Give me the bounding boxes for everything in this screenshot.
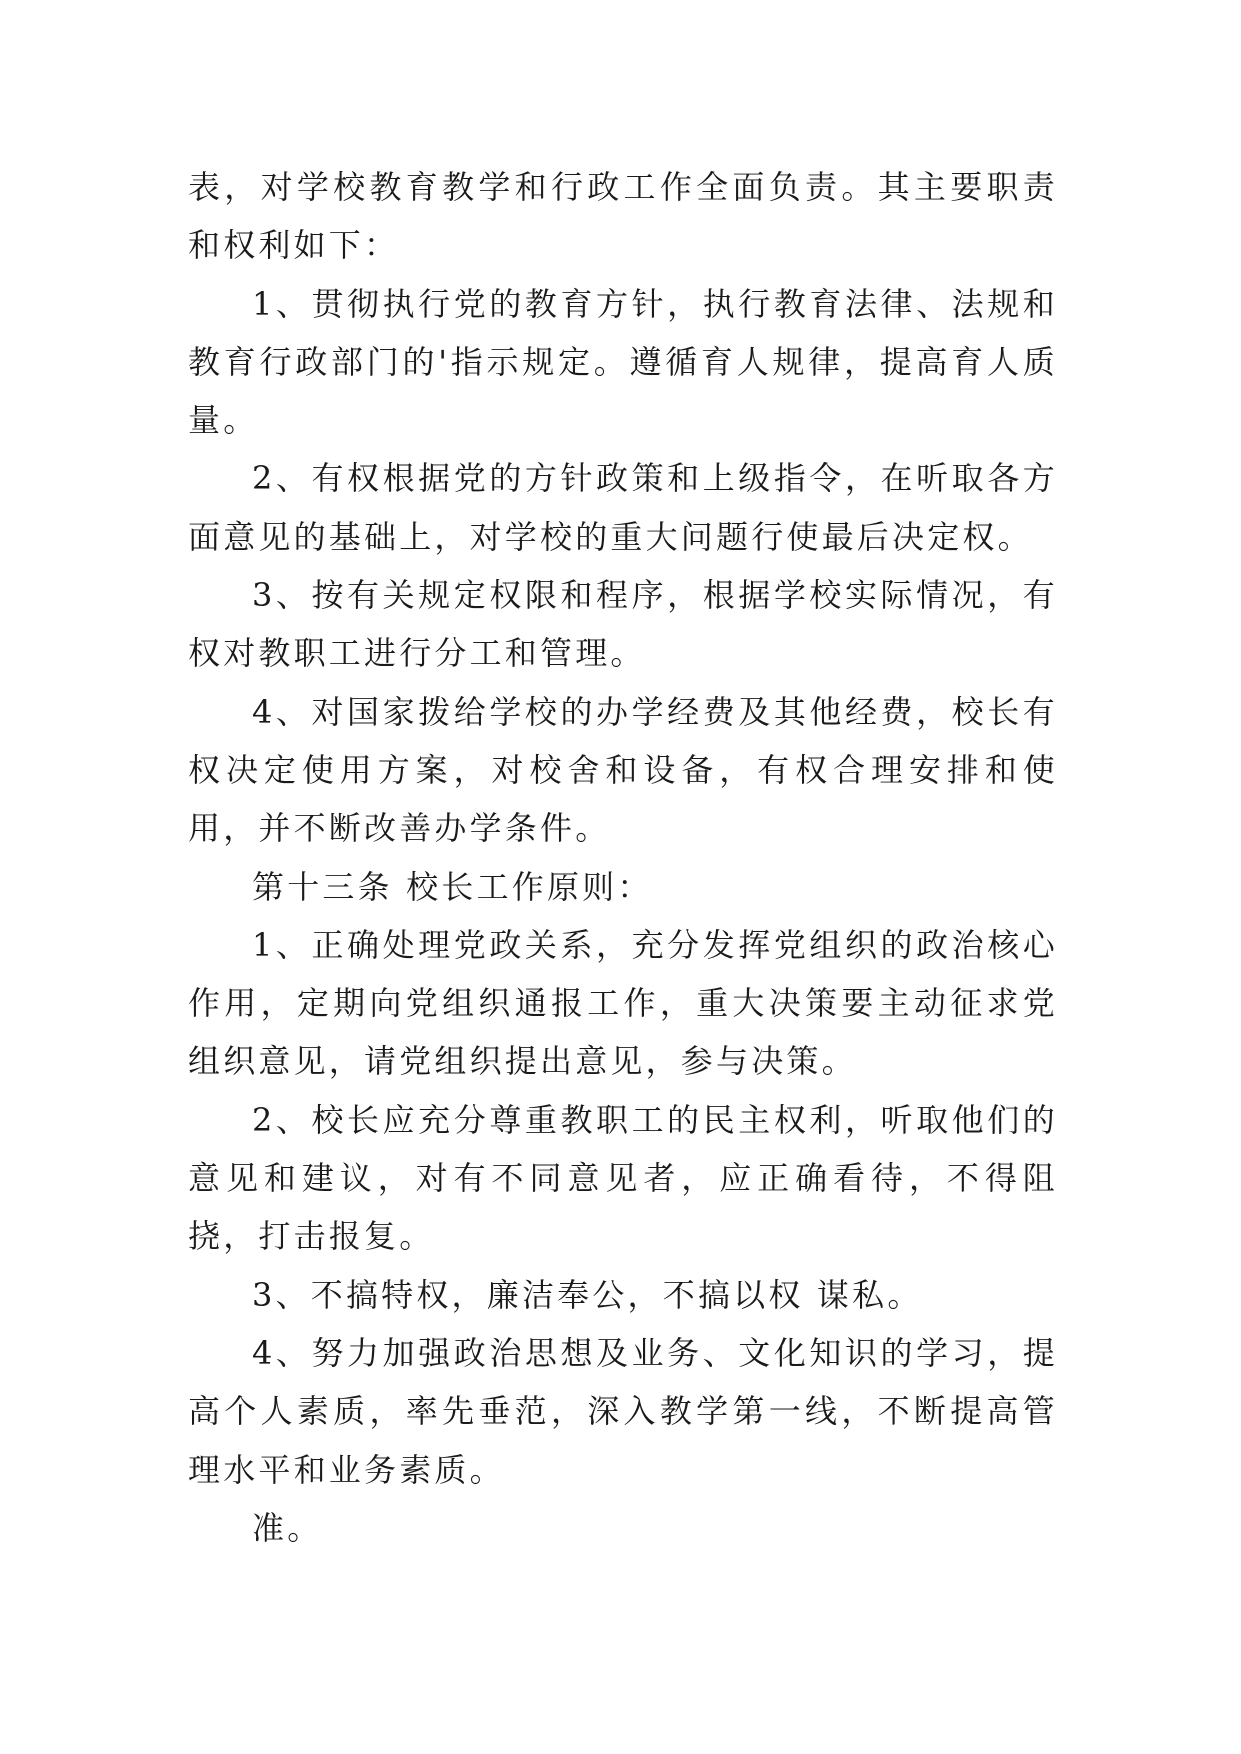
paragraph-principle-3: 3、不搞特权，廉洁奉公，不搞以权 谋私。 [252, 1275, 923, 1314]
document-body [188, 158, 1058, 1557]
paragraph-duty-1: 1、贯彻执行党的教育方针，执行教育法律、法规和教育行政部门的'指示规定。遵循育人规律，提高育人质量。 [188, 284, 1058, 440]
paragraph-continuation: 表，对学校教育教学和行政工作全面负责。其主要职责和权利如下： [188, 168, 1058, 265]
paragraph-trailing: 准。 [252, 1508, 323, 1547]
paragraph-principle-2: 2、校长应充分尊重教职工的民主权利，听取他们的意见和建议，对有不同意见者，应正确看待，不得阻挠，打击报复。 [188, 1100, 1058, 1256]
paragraph-duty-3: 3、按有关规定权限和程序，根据学校实际情况，有权对教职工进行分工和管理。 [188, 576, 1058, 673]
paragraph-duty-2: 2、有权根据党的方针政策和上级指令，在听取各方面意见的基础上，对学校的重大问题行使最后决定权。 [188, 459, 1058, 556]
paragraph-duty-4: 4、对国家拨给学校的办学经费及其他经费，校长有权决定使用方案，对校舍和设备，有权合理安排和使用，并不断改善办学条件。 [188, 692, 1058, 848]
article-heading: 第十三条 校长工作原则： [252, 867, 653, 906]
paragraph-principle-4: 4、努力加强政治思想及业务、文化知识的学习，提高个人素质，率先垂范，深入教学第一线，不断提高管理水平和业务素质。 [188, 1333, 1058, 1489]
paragraph-principle-1: 1、正确处理党政关系，充分发挥党组织的政治核心作用，定期向党组织通报工作，重大决策要主动征求党组织意见，请党组织提出意见，参与决策。 [188, 925, 1058, 1081]
